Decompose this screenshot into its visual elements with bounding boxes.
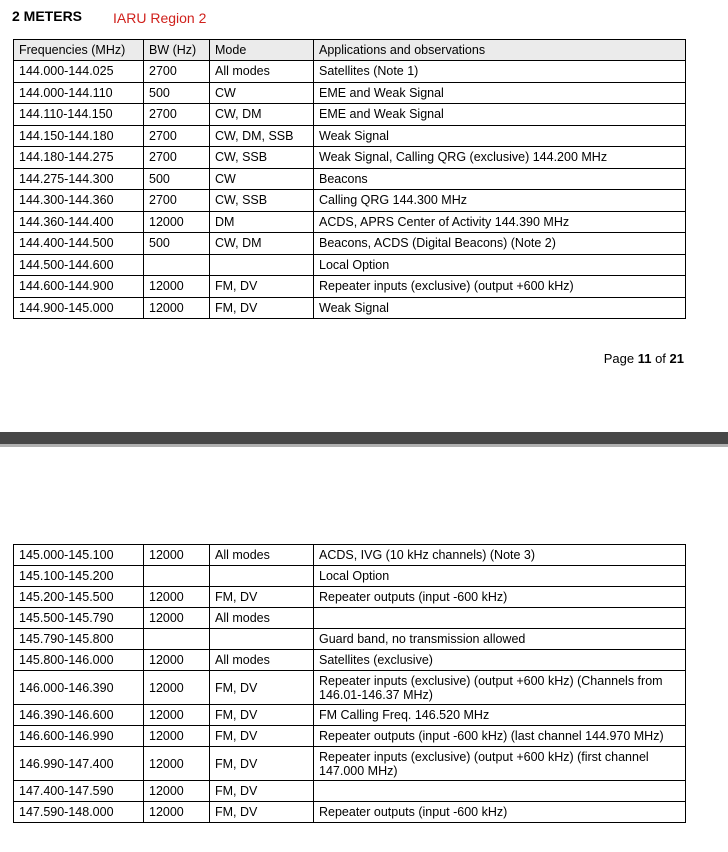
- cell-mode: All modes: [210, 61, 314, 83]
- table-row: [14, 781, 686, 802]
- cell-applications: Repeater inputs (exclusive) (output +600 kHz): [314, 276, 686, 298]
- cell-applications: [314, 608, 686, 629]
- cell-mode: CW, DM: [210, 233, 314, 255]
- cell-bandwidth: [144, 629, 210, 650]
- cell-frequencies: 145.500-145.790: [14, 608, 144, 629]
- cell-applications: Weak Signal: [314, 125, 686, 147]
- cell-mode: CW, SSB: [210, 190, 314, 212]
- cell-mode: FM, DV: [210, 276, 314, 298]
- table-row: [14, 747, 686, 781]
- cell-bandwidth: 500: [144, 168, 210, 190]
- cell-mode: [210, 566, 314, 587]
- cell-mode: FM, DV: [210, 747, 314, 781]
- page-break-shadow: [0, 444, 728, 447]
- cell-mode: FM, DV: [210, 802, 314, 823]
- cell-frequencies: 145.100-145.200: [14, 566, 144, 587]
- table-row: [14, 671, 686, 705]
- page-of: of: [655, 351, 666, 366]
- cell-applications: Repeater outputs (input -600 kHz): [314, 802, 686, 823]
- cell-frequencies: 144.180-144.275: [14, 147, 144, 169]
- cell-applications: Guard band, no transmission allowed: [314, 629, 686, 650]
- table-row: [14, 587, 686, 608]
- table-row: [14, 125, 686, 147]
- table-row: [14, 190, 686, 212]
- table-row: [14, 608, 686, 629]
- cell-applications: Repeater outputs (input -600 kHz): [314, 587, 686, 608]
- table-row: [14, 168, 686, 190]
- cell-bandwidth: 12000: [144, 781, 210, 802]
- table-row: [14, 705, 686, 726]
- cell-mode: [210, 629, 314, 650]
- cell-applications: [314, 781, 686, 802]
- cell-mode: CW: [210, 168, 314, 190]
- cell-mode: FM, DV: [210, 671, 314, 705]
- cell-applications: Repeater outputs (input -600 kHz) (last channel 144.970 MHz): [314, 726, 686, 747]
- cell-bandwidth: 12000: [144, 211, 210, 233]
- cell-applications: Weak Signal, Calling QRG (exclusive) 144.200 MHz: [314, 147, 686, 169]
- cell-bandwidth: 12000: [144, 587, 210, 608]
- section-title: 2 METERS: [12, 8, 83, 24]
- table-row: [14, 82, 686, 104]
- table-row: [14, 233, 686, 255]
- cell-bandwidth: [144, 254, 210, 276]
- cell-mode: [210, 254, 314, 276]
- cell-frequencies: 144.000-144.025: [14, 61, 144, 83]
- cell-applications: EME and Weak Signal: [314, 104, 686, 126]
- cell-bandwidth: 12000: [144, 276, 210, 298]
- cell-applications: Beacons: [314, 168, 686, 190]
- page-break-divider: [0, 432, 728, 444]
- cell-frequencies: 144.360-144.400: [14, 211, 144, 233]
- cell-mode: All modes: [210, 608, 314, 629]
- cell-frequencies: 145.000-145.100: [14, 545, 144, 566]
- cell-mode: FM, DV: [210, 781, 314, 802]
- cell-frequencies: 146.600-146.990: [14, 726, 144, 747]
- cell-frequencies: 144.900-145.000: [14, 297, 144, 319]
- cell-bandwidth: 12000: [144, 545, 210, 566]
- table-row: [14, 650, 686, 671]
- cell-bandwidth: 12000: [144, 705, 210, 726]
- column-header-frequencies: Frequencies (MHz): [14, 40, 144, 61]
- column-header-bandwidth: BW (Hz): [144, 40, 210, 61]
- cell-frequencies: 146.000-146.390: [14, 671, 144, 705]
- cell-frequencies: 146.390-146.600: [14, 705, 144, 726]
- table-row: [14, 211, 686, 233]
- cell-applications: FM Calling Freq. 146.520 MHz: [314, 705, 686, 726]
- cell-applications: Local Option: [314, 566, 686, 587]
- cell-applications: ACDS, IVG (10 kHz channels) (Note 3): [314, 545, 686, 566]
- cell-bandwidth: 12000: [144, 650, 210, 671]
- table-header-row: [14, 40, 686, 61]
- cell-bandwidth: 2700: [144, 104, 210, 126]
- page-number: [604, 351, 684, 366]
- table-row: [14, 726, 686, 747]
- cell-frequencies: 144.500-144.600: [14, 254, 144, 276]
- cell-frequencies: 145.200-145.500: [14, 587, 144, 608]
- cell-applications: Repeater inputs (exclusive) (output +600 kHz) (Channels from 146.01-146.37 MHz): [314, 671, 686, 705]
- table-row: [14, 254, 686, 276]
- cell-applications: EME and Weak Signal: [314, 82, 686, 104]
- cell-mode: CW, DM, SSB: [210, 125, 314, 147]
- cell-bandwidth: 500: [144, 233, 210, 255]
- cell-applications: Beacons, ACDS (Digital Beacons) (Note 2): [314, 233, 686, 255]
- band-plan-table-bottom: [13, 544, 686, 823]
- cell-mode: FM, DV: [210, 726, 314, 747]
- cell-applications: Local Option: [314, 254, 686, 276]
- cell-mode: FM, DV: [210, 705, 314, 726]
- page-total: 21: [669, 351, 684, 366]
- cell-frequencies: 144.275-144.300: [14, 168, 144, 190]
- table-row: [14, 276, 686, 298]
- cell-bandwidth: 12000: [144, 608, 210, 629]
- cell-bandwidth: 12000: [144, 671, 210, 705]
- cell-bandwidth: [144, 566, 210, 587]
- cell-mode: CW, DM: [210, 104, 314, 126]
- cell-bandwidth: 2700: [144, 190, 210, 212]
- column-header-mode: Mode: [210, 40, 314, 61]
- cell-frequencies: 144.110-144.150: [14, 104, 144, 126]
- page-current: 11: [637, 351, 652, 366]
- cell-bandwidth: 2700: [144, 125, 210, 147]
- column-header-applications: Applications and observations: [314, 40, 686, 61]
- cell-frequencies: 145.800-146.000: [14, 650, 144, 671]
- cell-frequencies: 144.300-144.360: [14, 190, 144, 212]
- cell-bandwidth: 12000: [144, 747, 210, 781]
- table-row: [14, 545, 686, 566]
- cell-bandwidth: 2700: [144, 61, 210, 83]
- page-prefix: Page: [603, 351, 635, 366]
- cell-bandwidth: 500: [144, 82, 210, 104]
- table-row: [14, 566, 686, 587]
- cell-frequencies: 144.600-144.900: [14, 276, 144, 298]
- cell-mode: FM, DV: [210, 297, 314, 319]
- table-row: [14, 104, 686, 126]
- cell-frequencies: 147.400-147.590: [14, 781, 144, 802]
- table-row: [14, 629, 686, 650]
- table-row: [14, 147, 686, 169]
- cell-applications: Satellites (Note 1): [314, 61, 686, 83]
- cell-frequencies: 147.590-148.000: [14, 802, 144, 823]
- cell-frequencies: 144.400-144.500: [14, 233, 144, 255]
- cell-mode: CW, SSB: [210, 147, 314, 169]
- cell-applications: Weak Signal: [314, 297, 686, 319]
- cell-frequencies: 144.000-144.110: [14, 82, 144, 104]
- band-plan-table-top: [13, 39, 686, 319]
- table-row: [14, 61, 686, 83]
- cell-mode: All modes: [210, 650, 314, 671]
- cell-frequencies: 145.790-145.800: [14, 629, 144, 650]
- cell-bandwidth: 2700: [144, 147, 210, 169]
- cell-frequencies: 144.150-144.180: [14, 125, 144, 147]
- region-label: IARU Region 2: [113, 10, 207, 26]
- cell-applications: Repeater inputs (exclusive) (output +600 kHz) (first channel 147.000 MHz): [314, 747, 686, 781]
- table-row: [14, 297, 686, 319]
- cell-mode: DM: [210, 211, 314, 233]
- cell-applications: Satellites (exclusive): [314, 650, 686, 671]
- cell-frequencies: 146.990-147.400: [14, 747, 144, 781]
- cell-bandwidth: 12000: [144, 726, 210, 747]
- cell-mode: All modes: [210, 545, 314, 566]
- cell-mode: FM, DV: [210, 587, 314, 608]
- table-row: [14, 802, 686, 823]
- cell-applications: ACDS, APRS Center of Activity 144.390 MHz: [314, 211, 686, 233]
- cell-bandwidth: 12000: [144, 297, 210, 319]
- cell-bandwidth: 12000: [144, 802, 210, 823]
- cell-applications: Calling QRG 144.300 MHz: [314, 190, 686, 212]
- cell-mode: CW: [210, 82, 314, 104]
